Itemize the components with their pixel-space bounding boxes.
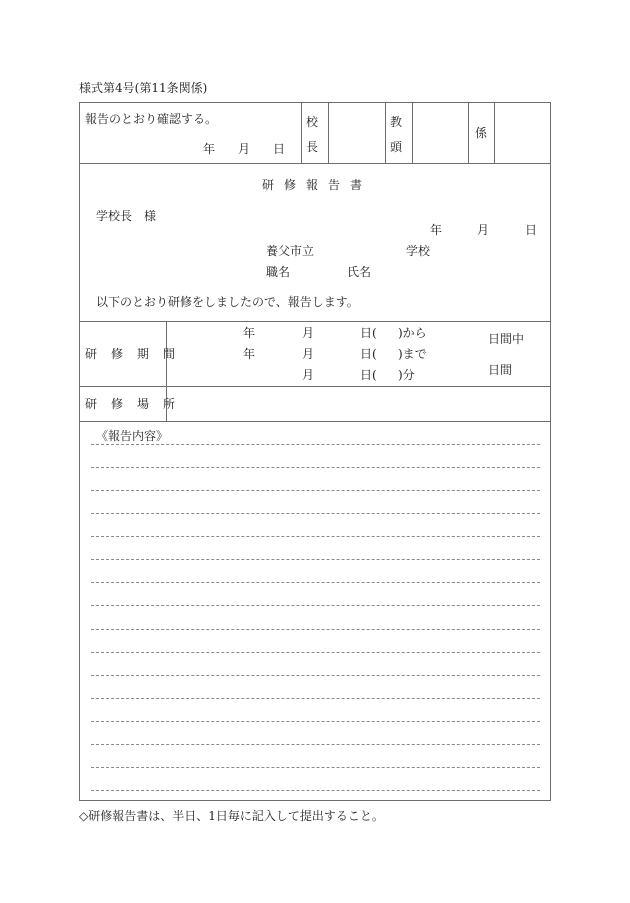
content-line[interactable] bbox=[91, 490, 540, 491]
divider-content-top bbox=[79, 421, 551, 422]
content-line[interactable] bbox=[91, 675, 540, 676]
content-line[interactable] bbox=[91, 744, 540, 745]
confirm-text: 報告のとおり確認する。 bbox=[85, 112, 218, 126]
period-portion-day: 日( bbox=[360, 368, 377, 382]
content-line[interactable] bbox=[91, 698, 540, 699]
days-label: 日間 bbox=[488, 363, 513, 377]
report-date-month: 月 bbox=[477, 223, 490, 237]
content-line[interactable] bbox=[91, 513, 540, 514]
period-end-suffix: )まで bbox=[398, 347, 427, 361]
confirm-date-year: 年 bbox=[203, 142, 216, 156]
confirm-date-month: 月 bbox=[238, 142, 251, 156]
period-start-day: 日( bbox=[360, 326, 377, 340]
intro-text: 以下のとおり研修をしましたので、報告します。 bbox=[96, 295, 359, 309]
content-line[interactable] bbox=[91, 536, 540, 537]
period-start-month: 月 bbox=[302, 326, 315, 340]
content-line[interactable] bbox=[91, 559, 540, 560]
content-line[interactable] bbox=[91, 629, 540, 630]
period-start-suffix: )から bbox=[398, 326, 427, 340]
report-date-day: 日 bbox=[525, 223, 538, 237]
content-line[interactable] bbox=[91, 790, 540, 791]
content-line[interactable] bbox=[91, 721, 540, 722]
report-title: 研修報告書 bbox=[262, 178, 373, 192]
content-line[interactable] bbox=[91, 605, 540, 606]
addressee: 学校長 様 bbox=[96, 209, 157, 223]
content-line[interactable] bbox=[91, 767, 540, 768]
divider-approval-bottom bbox=[79, 163, 551, 164]
name-label: 氏名 bbox=[347, 265, 372, 279]
content-line[interactable] bbox=[91, 652, 540, 653]
days-during-label: 日間中 bbox=[488, 332, 525, 346]
period-portion-suffix: )分 bbox=[398, 368, 415, 382]
school-prefix: 養父市立 bbox=[266, 244, 315, 258]
location-label: 研修場所 bbox=[85, 397, 190, 411]
divider-approval-3 bbox=[385, 102, 386, 163]
report-form-frame bbox=[79, 102, 551, 801]
vice-principal-label-bottom: 頭 bbox=[390, 140, 403, 154]
position-label: 職名 bbox=[266, 265, 291, 279]
content-line[interactable] bbox=[91, 582, 540, 583]
footer-note: ◇研修報告書は、半日、1日毎に記入して提出すること。 bbox=[79, 809, 384, 823]
divider-period-top bbox=[79, 321, 551, 322]
principal-stamp-box[interactable] bbox=[329, 103, 385, 163]
period-label: 研修期間 bbox=[85, 347, 190, 361]
vice-principal-label-top: 教 bbox=[390, 115, 403, 129]
principal-label-top: 校 bbox=[306, 115, 319, 129]
content-line[interactable] bbox=[91, 444, 540, 445]
staff-stamp-box[interactable] bbox=[495, 103, 551, 163]
form-caption: 様式第4号(第11条関係) bbox=[79, 81, 208, 95]
staff-label: 係 bbox=[475, 126, 488, 140]
period-end-day: 日( bbox=[360, 347, 377, 361]
divider-approval-1 bbox=[301, 102, 302, 163]
divider-approval-5 bbox=[468, 102, 469, 163]
vice-principal-stamp-box[interactable] bbox=[413, 103, 468, 163]
confirm-date-day: 日 bbox=[273, 142, 286, 156]
principal-label-bottom: 長 bbox=[306, 140, 319, 154]
location-field[interactable] bbox=[167, 387, 551, 421]
report-date-year: 年 bbox=[430, 223, 443, 237]
period-portion-month: 月 bbox=[302, 368, 315, 382]
period-start-year: 年 bbox=[243, 326, 256, 340]
period-end-month: 月 bbox=[302, 347, 315, 361]
period-end-year: 年 bbox=[243, 347, 256, 361]
content-heading: 《報告内容》 bbox=[96, 429, 169, 443]
school-suffix: 学校 bbox=[406, 244, 431, 258]
content-line[interactable] bbox=[91, 467, 540, 468]
